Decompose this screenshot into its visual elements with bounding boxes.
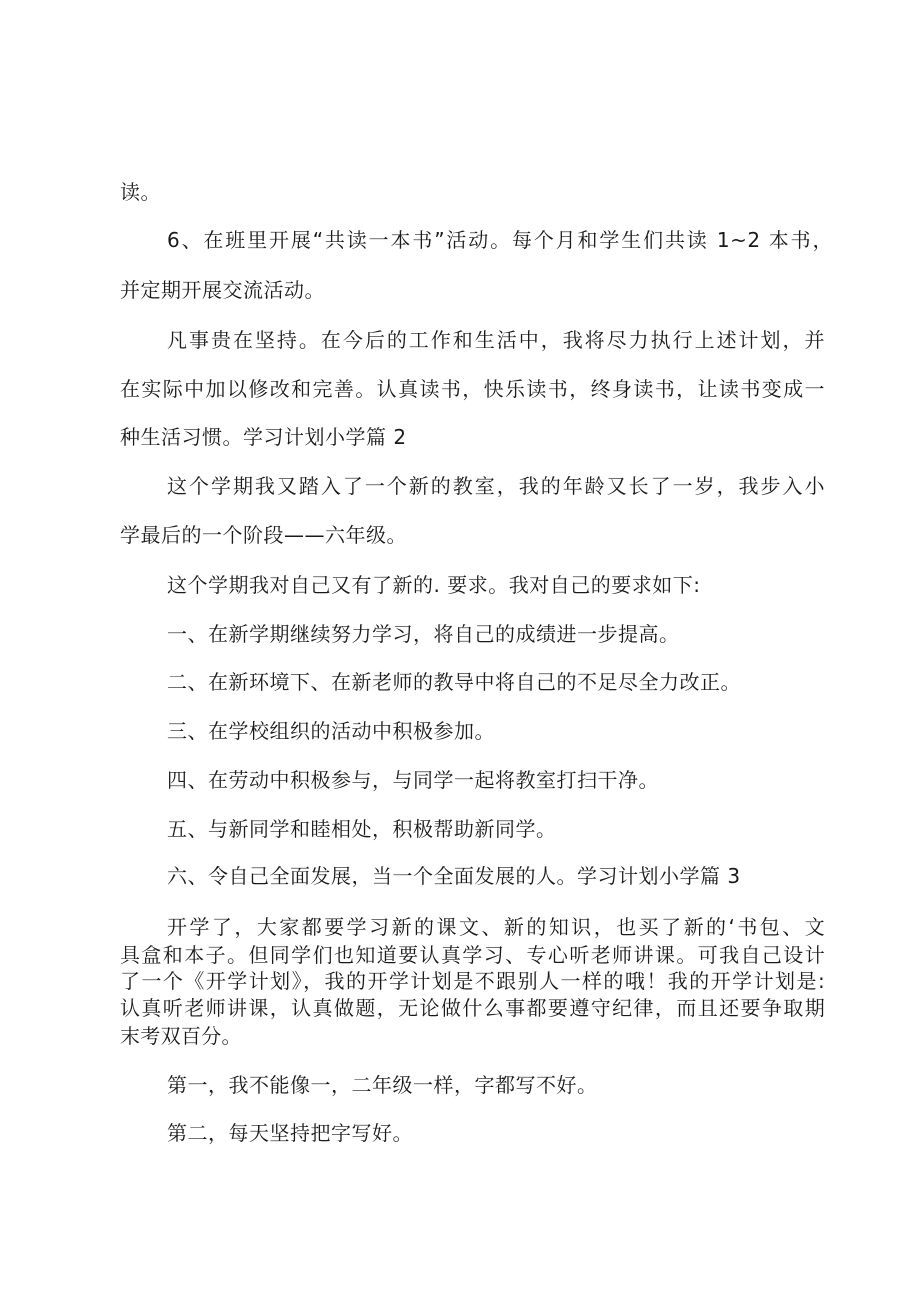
text-line: 认真听老师讲课，认真做题，无论做什么事都要遵守纪律，而且还要争取期	[120, 998, 825, 1020]
text-line: 四、在劳动中积极参与，与同学一起将教室打扫干净。	[167, 768, 659, 792]
text-line: 第一，我不能像一，二年级一样，字都写不好。	[167, 1073, 598, 1097]
text-line: 并定期开展交流活动。	[120, 278, 325, 302]
text-line: 六、令自己全面发展，当一个全面发展的人。学习计划小学篇 3	[167, 864, 741, 888]
text-line: 在实际中加以修改和完善。认真读书，快乐读书，终身读书，让读书变成一	[120, 379, 825, 401]
text-line: 种生活习惯。学习计划小学篇 2	[120, 425, 407, 449]
text-line: 这个学期我对自己又有了新的. 要求。我对自己的要求如下:	[167, 573, 701, 597]
text-line: 三、在学校组织的活动中积极参加。	[167, 719, 495, 743]
text-line: 一、在新学期继续努力学习，将自己的成绩进一步提高。	[167, 622, 680, 646]
text-line: 读。	[120, 180, 161, 204]
text-line: 五、与新同学和睦相处，积极帮助新同学。	[167, 817, 557, 841]
text-line: 这个学期我又踏入了一个新的教室，我的年龄又长了一岁，我步入小	[167, 476, 825, 498]
text-line: 了一个《开学计划》，我的开学计划是不跟别人一样的哦！我的开学计划是:	[120, 971, 825, 993]
text-line: 开学了，大家都要学习新的课文、新的知识，也买了新的‘书包、文	[167, 917, 825, 939]
text-line: 末考双百分。	[120, 1024, 242, 1048]
text-line: 第二，每天坚持把字写好。	[167, 1121, 413, 1145]
text-line: 具盒和本子。但同学们也知道要认真学习、专心听老师讲课。可我自己设计	[120, 945, 825, 967]
text-line: 二、在新环境下、在新老师的教导中将自己的不足尽全力改正。	[167, 670, 741, 694]
text-line: 学最后的一个阶段——六年级。	[120, 523, 407, 547]
text-line: 6、在班里开展“共读一本书”活动。每个月和学生们共读 1~2 本书，	[167, 230, 833, 252]
text-line: 凡事贵在坚持。在今后的工作和生活中，我将尽力执行上述计划，并	[167, 330, 825, 352]
